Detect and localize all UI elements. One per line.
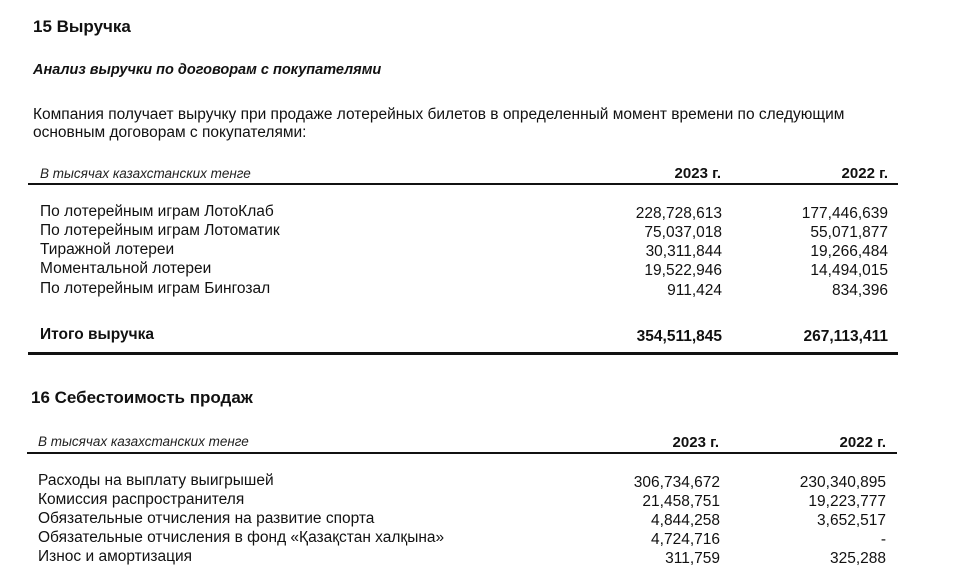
section-15-subtitle: Анализ выручки по договорам с покупателями xyxy=(33,62,382,78)
total-row-label: Итого выручка xyxy=(40,326,155,343)
table-row-label: По лотерейным играм Бингозал xyxy=(40,280,271,297)
section-15-title: 15 Выручка xyxy=(33,17,131,36)
table-row-label: Обязательные отчисления на развитие спорта xyxy=(38,510,375,527)
paragraph-line-2: основным договорам с покупателями: xyxy=(33,124,307,141)
table-row-value-2022: 834,396 xyxy=(831,282,888,299)
table-row-value-2023: 4,724,716 xyxy=(651,531,720,548)
table-row-label: Моментальной лотереи xyxy=(40,260,212,277)
unit-label: В тысячах казахстанских тенге xyxy=(40,166,251,181)
column-header-2023: 2023 г. xyxy=(674,165,721,182)
table-row-value-2022: - xyxy=(880,531,886,548)
table-row-value-2023: 30,311,844 xyxy=(645,243,722,260)
table-row-value-2022: 3,652,517 xyxy=(817,512,886,529)
table-row-value-2022: 177,446,639 xyxy=(801,205,888,222)
header-rule xyxy=(28,183,898,185)
table-row-label: Комиссия распространителя xyxy=(38,491,245,508)
table-row-value-2022: 325,288 xyxy=(829,550,886,567)
column-header-2022: 2022 г. xyxy=(841,165,888,182)
table-row-value-2022: 14,494,015 xyxy=(810,262,888,279)
section-16-title: 16 Себестоимость продаж xyxy=(31,388,253,407)
total-row-value-2022: 267,113,411 xyxy=(803,328,888,345)
paragraph-line-1: Компания получает выручку при продаже лотерейных билетов в определенный момент времени по следующим xyxy=(33,106,845,123)
table-row-value-2023: 311,759 xyxy=(665,550,720,567)
table-row-value-2023: 4,844,258 xyxy=(651,512,720,529)
table-row-value-2022: 55,071,877 xyxy=(810,224,888,241)
table-row-label: По лотерейным играм ЛотоКлаб xyxy=(40,203,274,220)
table-row-value-2022: 19,223,777 xyxy=(808,493,886,510)
table-row-value-2022: 230,340,895 xyxy=(799,474,886,491)
table-row-label: Тиражной лотереи xyxy=(40,241,175,258)
unit-label: В тысячах казахстанских тенге xyxy=(38,434,249,449)
table-row-label: Износ и амортизация xyxy=(38,548,193,565)
table-row-value-2023: 306,734,672 xyxy=(633,474,720,491)
table-row-value-2023: 911,424 xyxy=(667,282,722,299)
table-row-label: Обязательные отчисления в фонд «Қазақстан халқына» xyxy=(38,529,445,546)
header-rule xyxy=(27,452,897,454)
column-header-2023: 2023 г. xyxy=(672,434,719,451)
total-rule xyxy=(28,352,898,355)
total-row-value-2023: 354,511,845 xyxy=(636,328,722,345)
table-row-label: Расходы на выплату выигрышей xyxy=(38,472,274,489)
table-row-value-2023: 21,458,751 xyxy=(642,493,720,510)
table-row-label: По лотерейным играм Лотоматик xyxy=(40,222,280,239)
table-row-value-2022: 19,266,484 xyxy=(810,243,888,260)
table-row-value-2023: 228,728,613 xyxy=(635,205,722,222)
column-header-2022: 2022 г. xyxy=(839,434,886,451)
table-row-value-2023: 19,522,946 xyxy=(644,262,722,279)
table-row-value-2023: 75,037,018 xyxy=(644,224,722,241)
